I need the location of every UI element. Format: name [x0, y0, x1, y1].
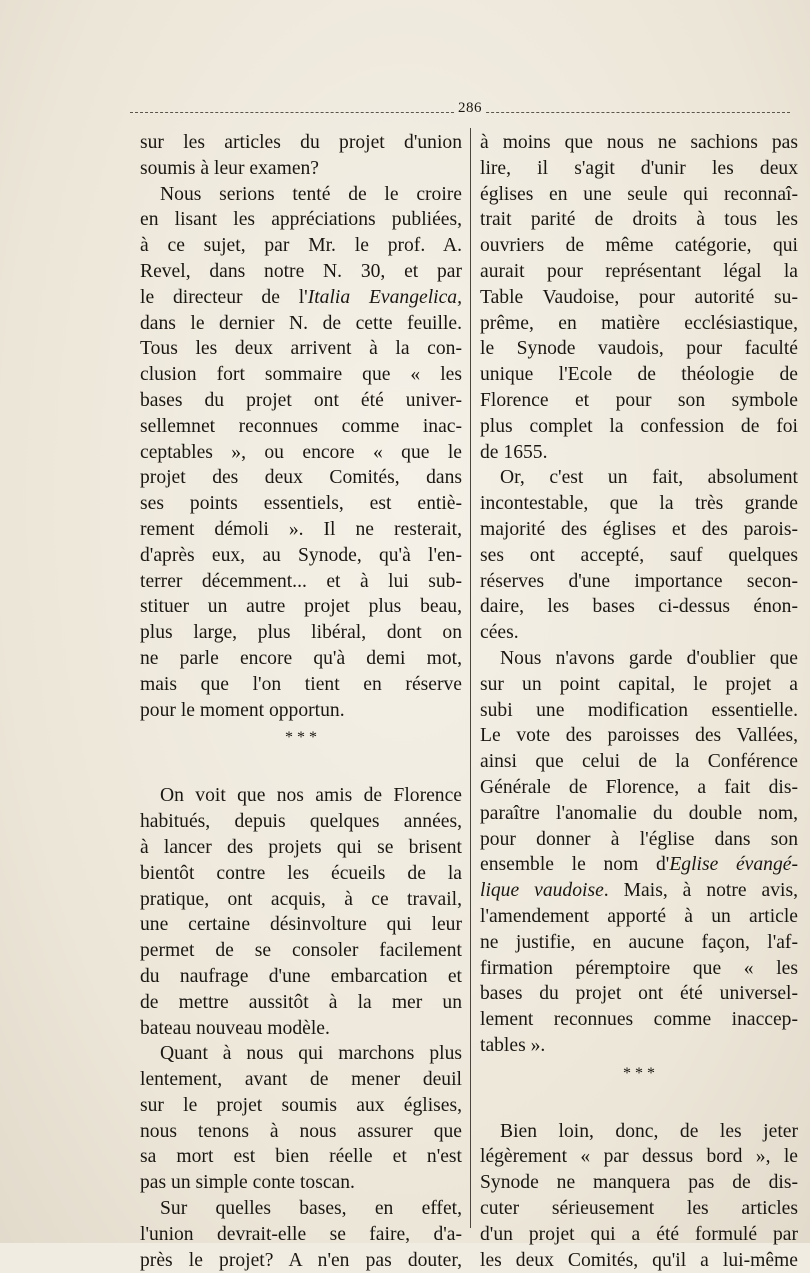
- text-line: rement démoli ». Il ne resterait,: [140, 518, 462, 540]
- text-line: subi une modification essentielle.: [480, 699, 798, 721]
- text-line: paraître l'anomalie du double nom,: [480, 802, 798, 824]
- text-line: trait parité de droits à tous les: [480, 209, 798, 231]
- text-line: incontestable, que la très grande: [480, 493, 798, 515]
- text-line: majorité des églises et des parois-: [480, 518, 798, 540]
- column-divider: [470, 128, 471, 1228]
- text-line: Table Vaudoise, pour autorité su-: [480, 286, 798, 308]
- text-line: bases du projet ont été universel-: [480, 983, 798, 1005]
- text-line: Le vote des paroisses des Vallées,: [480, 725, 798, 747]
- paragraph: [480, 646, 798, 1059]
- text-line: en lisant les appréciations publiées,: [140, 209, 462, 231]
- text-line: soumis à leur examen?: [140, 157, 320, 179]
- text-line: ne parle encore qu'à demi mot,: [140, 647, 462, 669]
- text-line: Synode ne manquera pas de dis-: [480, 1172, 798, 1194]
- text-segment: ensemble le nom d': [480, 854, 670, 876]
- text-line: près le projet? A n'en pas douter,: [140, 1249, 462, 1271]
- separator-glyph: * * *: [285, 729, 317, 747]
- text-line: cuter sérieusement les articles: [480, 1198, 798, 1220]
- text-line: Tous les deux arrivent à la con-: [140, 338, 462, 360]
- text-line: le Synode vaudois, pour faculté: [480, 338, 798, 360]
- text-line: lement reconnues comme inaccep-: [480, 1009, 798, 1031]
- text-line: ouvriers de même catégorie, qui: [480, 235, 798, 257]
- text-line: Nous serions tenté de le croire: [160, 183, 462, 205]
- text-line: l'union devrait-elle se faire, d'a-: [140, 1223, 462, 1245]
- text-line: [480, 878, 798, 904]
- text-line: sellemnet reconnues comme inac-: [140, 415, 462, 437]
- section-separator: [480, 1059, 798, 1119]
- text-line: plus large, plus libéral, dont on: [140, 622, 462, 644]
- text-line: cées.: [480, 622, 519, 644]
- text-line: bientôt contre les écueils de la: [140, 862, 462, 884]
- italic-title: Italia Evangelica,: [307, 286, 462, 308]
- text-line: mais que l'on tient en réserve: [140, 673, 462, 695]
- text-line: bateau nouveau modèle.: [140, 1017, 330, 1039]
- text-line: pratique, ont acquis, à ce travail,: [140, 888, 462, 910]
- text-line: légèrement « par dessus bord », le: [480, 1146, 798, 1168]
- italic-title: lique vaudoise: [480, 880, 604, 902]
- text-line: ses ont accepté, sauf quelques: [480, 544, 798, 566]
- text-line: [140, 285, 462, 311]
- text-line: habitués, depuis quelques années,: [140, 811, 462, 833]
- separator-glyph: * * *: [623, 1064, 655, 1082]
- text-line: dans le dernier N. de cette feuille.: [140, 312, 462, 334]
- paragraph: [480, 465, 798, 646]
- text-line: sur un point capital, le projet a: [480, 673, 798, 695]
- text-line: pour donner à l'église dans son: [480, 828, 798, 850]
- text-line: réserves d'une importance secon-: [480, 570, 798, 592]
- text-line: On voit que nos amis de Florence: [160, 785, 462, 807]
- text-line: aurait pour représentant légal la: [480, 260, 798, 282]
- left-column: [140, 130, 462, 1273]
- text-segment: le directeur de l': [140, 286, 308, 308]
- text-line: d'un projet qui a été formulé par: [480, 1223, 798, 1245]
- text-line: Sur quelles bases, en effet,: [160, 1198, 462, 1220]
- text-line: à moins que nous ne sachions pas: [480, 132, 798, 153]
- text-line: une certaine désinvolture qui leur: [140, 914, 462, 936]
- page-number: 286: [455, 100, 485, 117]
- text-line: [480, 852, 798, 878]
- section-separator: [140, 723, 462, 783]
- paragraph: [140, 182, 462, 724]
- text-line: plus complet la confession de foi: [480, 415, 798, 437]
- text-line: pas un simple conte toscan.: [140, 1172, 355, 1194]
- text-line: Quant à nous qui marchons plus: [160, 1043, 462, 1065]
- text-line: à ce sujet, par Mr. le prof. A.: [140, 235, 462, 257]
- text-line: églises en une seule qui reconnaî-: [480, 183, 798, 205]
- text-line: clusion fort sommaire que « les: [140, 364, 462, 386]
- text-line: prême, en matière ecclésiastique,: [480, 312, 798, 334]
- text-line: ainsi que celui de la Conférence: [480, 751, 798, 773]
- paragraph: [140, 1196, 462, 1273]
- text-line: d'après eux, au Synode, qu'à l'en-: [140, 544, 462, 566]
- text-line: Nous n'avons garde d'oublier que: [500, 647, 798, 669]
- text-line: Or, c'est un fait, absolument: [500, 467, 798, 489]
- text-line: à lancer des projets qui se brisent: [140, 836, 462, 858]
- text-line: ne justifie, en aucune façon, l'af-: [480, 931, 798, 953]
- text-line: ses points essentiels, est entiè-: [140, 493, 462, 515]
- text-segment: . Mais, à notre avis,: [603, 880, 798, 902]
- text-line: ceptables », ou encore « que le: [140, 441, 462, 463]
- italic-title: Eglise évangé-: [669, 854, 798, 876]
- text-line: projet des deux Comités, dans: [140, 467, 462, 489]
- text-line: terrer décemment... et à lui sub-: [140, 570, 462, 592]
- text-line: pour le moment opportun.: [140, 699, 345, 721]
- paragraph: [140, 783, 462, 1041]
- text-line: Florence et pour son symbole: [480, 389, 798, 411]
- right-column: [480, 130, 798, 1273]
- text-line: bases du projet ont été univer-: [140, 389, 462, 411]
- text-line: Bien loin, donc, de les jeter: [500, 1120, 798, 1142]
- paragraph: [140, 1041, 462, 1196]
- text-line: sa mort est bien réelle et n'est: [140, 1146, 462, 1168]
- paragraph: [480, 130, 798, 465]
- paragraph: [140, 130, 462, 182]
- text-line: de 1655.: [480, 441, 548, 463]
- text-line: firmation péremptoire que « les: [480, 957, 798, 979]
- page-header: [130, 100, 790, 120]
- text-line: de mettre aussitôt à la mer un: [140, 991, 462, 1013]
- text-line: daire, les bases ci-dessus énon-: [480, 596, 798, 618]
- text-line: stituer un autre projet plus beau,: [140, 596, 462, 618]
- text-line: les deux Comités, qu'il a lui-même: [480, 1249, 798, 1271]
- text-line: sur le projet soumis aux églises,: [140, 1094, 462, 1116]
- text-line: permet de se consoler facilement: [140, 940, 462, 962]
- text-line: Revel, dans notre N. 30, et par: [140, 260, 462, 282]
- text-line: unique l'Ecole de théologie de: [480, 364, 798, 386]
- text-line: lire, il s'agit d'unir les deux: [480, 157, 798, 179]
- text-line: sur les articles du projet d'union: [140, 132, 462, 153]
- text-line: lentement, avant de mener deuil: [140, 1069, 462, 1091]
- text-line: l'amendement apporté à un article: [480, 905, 798, 927]
- text-line: tables ».: [480, 1034, 546, 1056]
- text-line: nous tenons à nous assurer que: [140, 1120, 462, 1142]
- paragraph: [480, 1119, 798, 1273]
- text-line: du naufrage d'une embarcation et: [140, 965, 462, 987]
- text-line: Générale de Florence, a fait dis-: [480, 776, 798, 798]
